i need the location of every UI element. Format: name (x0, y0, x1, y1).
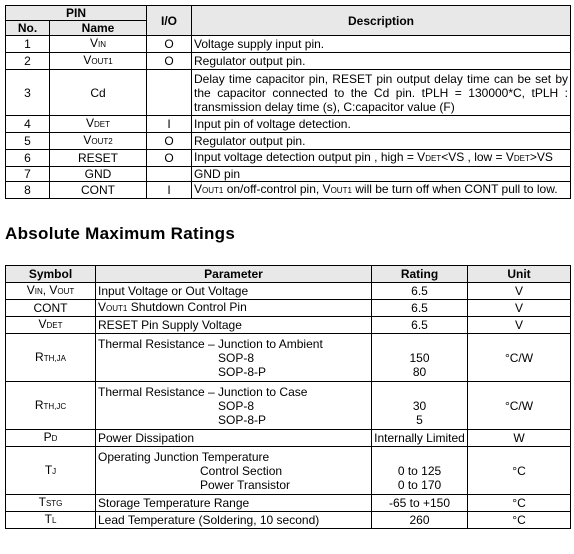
sub-rating: 0 to 170 (397, 477, 442, 492)
table-row (6, 53, 571, 70)
pin-name: VIN (50, 36, 147, 53)
pin-number: 7 (6, 167, 50, 182)
pin-description: Regulator output pin. (192, 53, 571, 70)
no-header: No. (6, 21, 50, 36)
unit-cell: °C/W (468, 382, 571, 430)
pin-io: O (147, 133, 192, 150)
description-header: Description (192, 6, 571, 36)
sub-parameter: SOP-8 (218, 350, 255, 365)
rating-cell: 260 (372, 512, 468, 529)
pin-name: RESET (50, 150, 147, 167)
table-row (6, 36, 571, 53)
table-row (6, 70, 571, 116)
symbol-cell: TL (6, 512, 96, 529)
parameter-cell: Thermal Resistance – Junction to Ambient SOP-8 SOP-8-P (96, 334, 372, 382)
pin-header: PIN (6, 6, 147, 21)
io-header: I/O (147, 6, 192, 36)
parameter-cell: Thermal Resistance – Junction to Case SOP-8 SOP-8-P (96, 382, 372, 430)
rating-cell (372, 334, 468, 382)
parameter-cell: Lead Temperature (Soldering, 10 second) (96, 512, 372, 529)
parameter-cell: Storage Temperature Range (96, 495, 372, 512)
table-row (6, 447, 571, 495)
pin-io (147, 167, 192, 182)
unit-cell: °C (468, 512, 571, 529)
table-row (6, 150, 571, 167)
symbol-header: Symbol (6, 266, 96, 283)
pin-name: VOUT1 (50, 53, 147, 70)
parameter-cell: Operating Junction Temperature Control Section Power Transistor (96, 447, 372, 495)
sub-rating: 30 (412, 398, 427, 413)
parameter-header: Parameter (96, 266, 372, 283)
unit-header: Unit (468, 266, 571, 283)
parameter-cell: VOUT1 Shutdown Control Pin (96, 300, 372, 317)
pin-number: 3 (6, 70, 50, 116)
pin-description: Input voltage detection output pin , high = VDET<VS , low = VDET>VS (192, 150, 571, 167)
sub-rating: 5 (416, 412, 423, 427)
symbol-cell: TSTG (6, 495, 96, 512)
pin-name: CONT (50, 182, 147, 199)
table-row (6, 317, 571, 334)
unit-cell: V (468, 283, 571, 300)
pin-description: Delay time capacitor pin, RESET pin output delay time can be set by the capacitor connected to the Cd pin. tPLH = 130000*C, tPLH : transmission delay time (s), C:capacitor value (F) (192, 70, 571, 116)
pin-name: GND (50, 167, 147, 182)
sub-rating: 80 (412, 364, 427, 379)
pin-number: 1 (6, 36, 50, 53)
pin-io: I (147, 116, 192, 133)
sub-parameter: Control Section (200, 463, 283, 478)
symbol-cell: VIN, VOUT (6, 283, 96, 300)
rating-cell: 6.5 (372, 283, 468, 300)
rating-cell: -65 to +150 (372, 495, 468, 512)
symbol-cell: PD (6, 430, 96, 447)
pin-number: 4 (6, 116, 50, 133)
symbol-cell: VDET (6, 317, 96, 334)
unit-cell: °C (468, 495, 571, 512)
symbol-cell: TJ (6, 447, 96, 495)
rating-cell (372, 382, 468, 430)
pin-number: 5 (6, 133, 50, 150)
table-row (6, 283, 571, 300)
ratings-table (5, 265, 571, 529)
rating-cell: 6.5 (372, 317, 468, 334)
pin-description: Voltage supply input pin. (192, 36, 571, 53)
parameter-cell: Input Voltage or Out Voltage (96, 283, 372, 300)
table-row (6, 495, 571, 512)
pin-io (147, 70, 192, 116)
pin-description: GND pin (192, 167, 571, 182)
pin-name: VOUT2 (50, 133, 147, 150)
parameter-cell: Power Dissipation (96, 430, 372, 447)
symbol-cell: RTH,JA (6, 334, 96, 382)
pin-io: I (147, 182, 192, 199)
sub-parameter: Power Transistor (200, 477, 291, 492)
pin-description: Regulator output pin. (192, 133, 571, 150)
table-row (6, 334, 571, 382)
sub-parameter: SOP-8-P (218, 364, 267, 379)
pin-description: VOUT1 on/off-control pin, VOUT1 will be turn off when CONT pull to low. (192, 182, 571, 199)
table-row (6, 430, 571, 447)
sub-parameter: SOP-8 (218, 398, 255, 413)
pin-name: VDET (50, 116, 147, 133)
pin-io: O (147, 36, 192, 53)
pin-number: 2 (6, 53, 50, 70)
table-row (6, 300, 571, 317)
sub-rating: 150 (409, 350, 430, 365)
unit-cell: °C/W (468, 334, 571, 382)
rating-cell: 6.5 (372, 300, 468, 317)
table-row (6, 133, 571, 150)
table-row (6, 167, 571, 182)
name-header: Name (50, 21, 147, 36)
unit-cell: °C (468, 447, 571, 495)
pin-description: Input pin of voltage detection. (192, 116, 571, 133)
parameter-cell: RESET Pin Supply Voltage (96, 317, 372, 334)
table-row (6, 512, 571, 529)
table-row (6, 116, 571, 133)
pin-name: Cd (50, 70, 147, 116)
sub-rating: 0 to 125 (397, 463, 442, 478)
symbol-cell: RTH,JC (6, 382, 96, 430)
rating-header: Rating (372, 266, 468, 283)
unit-cell: W (468, 430, 571, 447)
unit-cell: V (468, 300, 571, 317)
unit-cell: V (468, 317, 571, 334)
sub-parameter: SOP-8-P (218, 412, 267, 427)
pin-number: 8 (6, 182, 50, 199)
rating-cell (372, 447, 468, 495)
section-title: Absolute Maximum Ratings (5, 224, 236, 243)
pin-table (5, 5, 571, 199)
rating-cell: Internally Limited (372, 430, 468, 447)
pin-io: O (147, 150, 192, 167)
table-row (6, 182, 571, 199)
pin-io: O (147, 53, 192, 70)
symbol-cell: CONT (6, 300, 96, 317)
table-row (6, 382, 571, 430)
pin-number: 6 (6, 150, 50, 167)
